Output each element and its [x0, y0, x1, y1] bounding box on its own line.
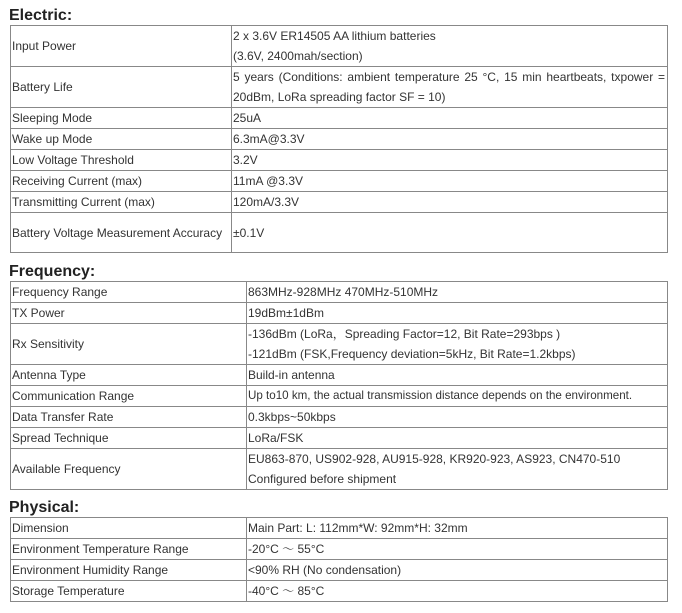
table-row	[11, 303, 668, 324]
row-label: Rx Sensitivity	[11, 324, 247, 365]
table-row	[11, 428, 668, 449]
table-row	[11, 150, 668, 171]
row-label: Wake up Mode	[11, 129, 232, 150]
row-label: Environment Temperature Range	[11, 539, 247, 560]
row-value: 863MHz-928MHz 470MHz-510MHz	[247, 282, 668, 303]
row-label: Storage Temperature	[11, 581, 247, 602]
table-row	[11, 192, 668, 213]
row-label: Battery Life	[11, 67, 232, 108]
table-row	[11, 213, 668, 253]
table-row	[11, 129, 668, 150]
row-label: Spread Technique	[11, 428, 247, 449]
row-value: Main Part: L: 112mm*W: 92mm*H: 32mm	[247, 518, 668, 539]
row-value: 6.3mA@3.3V	[232, 129, 668, 150]
row-value: Build-in antenna	[247, 365, 668, 386]
row-label: Battery Voltage Measurement Accuracy	[11, 213, 232, 253]
row-label: Environment Humidity Range	[11, 560, 247, 581]
row-value: 2 x 3.6V ER14505 AA lithium batteries (3.6V, 2400mah/section)	[232, 26, 668, 67]
table-row	[11, 108, 668, 129]
row-value: ±0.1V	[232, 213, 668, 253]
table-row	[11, 171, 668, 192]
physical-spec-table	[10, 517, 668, 602]
row-value: EU863-870, US902-928, AU915-928, KR920-923, AS923, CN470-510 Configured before shipment	[247, 449, 668, 490]
physical-section-title: Physical:	[9, 499, 80, 516]
row-value: -136dBm (LoRa，Spreading Factor=12, Bit Rate=293bps ) -121dBm (FSK,Frequency deviation=5kHz, Bit Rate=1.2kbps)	[247, 324, 668, 365]
table-row	[11, 407, 668, 428]
row-label: Communication Range	[11, 386, 247, 407]
row-label: Dimension	[11, 518, 247, 539]
table-row	[11, 282, 668, 303]
frequency-section-title: Frequency:	[9, 263, 96, 280]
row-label: Antenna Type	[11, 365, 247, 386]
table-row	[11, 539, 668, 560]
row-label: Input Power	[11, 26, 232, 67]
frequency-spec-table	[10, 281, 668, 490]
table-row	[11, 26, 668, 67]
row-label: Low Voltage Threshold	[11, 150, 232, 171]
row-value: 120mA/3.3V	[232, 192, 668, 213]
table-row	[11, 581, 668, 602]
table-row	[11, 386, 668, 407]
row-label: Receiving Current (max)	[11, 171, 232, 192]
row-value: 11mA @3.3V	[232, 171, 668, 192]
row-value: Up to10 km, the actual transmission distance depends on the environment.	[247, 386, 668, 407]
row-value: 19dBm±1dBm	[247, 303, 668, 324]
table-row	[11, 67, 668, 108]
row-value: <90% RH (No condensation)	[247, 560, 668, 581]
row-label: Available Frequency	[11, 449, 247, 490]
row-value: 25uA	[232, 108, 668, 129]
table-row	[11, 324, 668, 365]
row-value: -40°C ～ 85°C	[247, 581, 668, 602]
electric-spec-table	[10, 25, 668, 253]
row-label: Data Transfer Rate	[11, 407, 247, 428]
row-label: Frequency Range	[11, 282, 247, 303]
row-value: 5 years (Conditions: ambient temperature 25 °C, 15 min heartbeats, txpower = 20dBm, LoRa spreading factor SF = 10)	[232, 67, 668, 108]
row-value: 3.2V	[232, 150, 668, 171]
table-row	[11, 560, 668, 581]
row-label: TX Power	[11, 303, 247, 324]
table-row	[11, 449, 668, 490]
row-value: LoRa/FSK	[247, 428, 668, 449]
table-row	[11, 518, 668, 539]
row-label: Sleeping Mode	[11, 108, 232, 129]
electric-section-title: Electric:	[9, 7, 73, 24]
table-row	[11, 365, 668, 386]
row-label: Transmitting Current (max)	[11, 192, 232, 213]
row-value: -20°C ～ 55°C	[247, 539, 668, 560]
row-value: 0.3kbps~50kbps	[247, 407, 668, 428]
